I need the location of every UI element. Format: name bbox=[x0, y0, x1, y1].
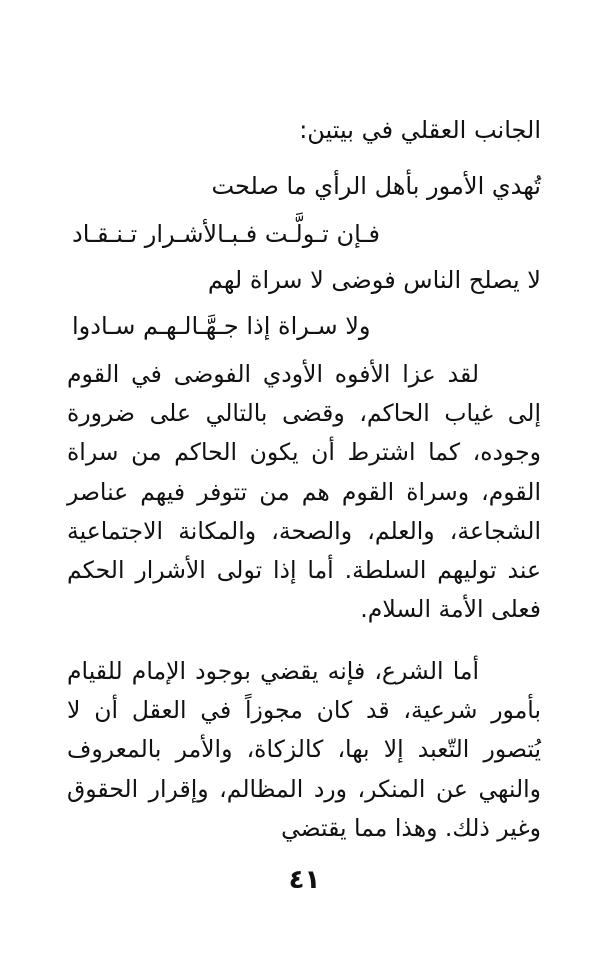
section-heading: الجانب العقلي في بيتين: bbox=[299, 116, 541, 144]
paragraph-2-text: أما الشرع، فإنه يقضي بوجود الإمام للقيام بأمور شرعية، قد كان مجوزاً في العقل أن لا يُتصور التّعبد إلا بها، كالزكاة، والأمر بالمعروف والنهي عن المنكر، ورد المظالم، وإقرار الحقوق وغير ذلك. وهذا مما يقتضي bbox=[67, 657, 541, 842]
poem-verse-2: فـإن تـولَّـت فـبـالأشـرار تـنـقـاد bbox=[72, 220, 380, 248]
poem-verse-1: تُهدي الأمور بأهل الرأي ما صلحت bbox=[211, 172, 541, 200]
paragraph-2 bbox=[67, 652, 541, 848]
poem-verse-3: لا يصلح الناس فوضى لا سراة لهم bbox=[207, 266, 541, 294]
poem-verse-4: ولا سـراة إذا جـهَّـالـهـم سـادوا bbox=[72, 312, 371, 340]
paragraph-1 bbox=[67, 355, 541, 629]
page-number: ٤١ bbox=[288, 865, 321, 895]
paragraph-1-text: لقد عزا الأفوه الأودي الفوضى في القوم إلى غياب الحاكم، وقضى بالتالي على ضرورة وجوده، كما اشترط أن يكون الحاكم من سراة القوم، وسراة القوم هم من تتوفر فيهم عناصر الشجاعة، والعلم، والصحة، والمكانة الاجتماعية عند توليهم السلطة. أما إذا تولى الأشرار الحكم فعلى الأمة السلام. bbox=[67, 360, 541, 624]
